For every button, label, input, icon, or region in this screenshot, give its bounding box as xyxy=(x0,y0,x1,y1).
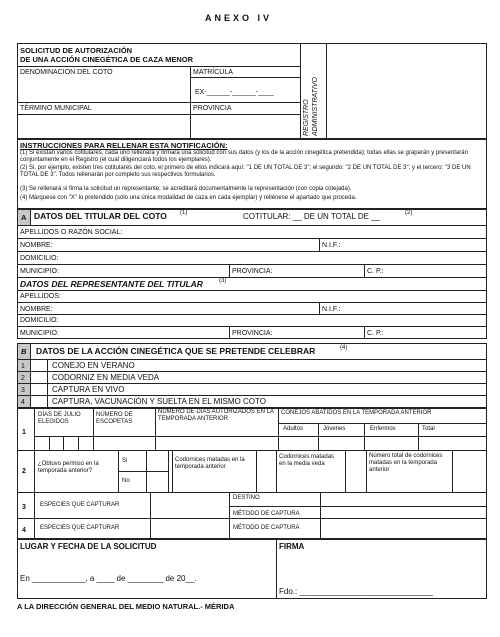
conejos-abatidos-label: CONEJOS ABATIDOS EN LA TEMPORADA ANTERIOR xyxy=(281,410,432,416)
cp-label: C. P.: xyxy=(367,268,384,275)
option-4-num: 4 xyxy=(21,399,25,406)
rep-apellidos-label: APELLIDOS: xyxy=(20,293,61,300)
rep-provincia-label: PROVINCIA: xyxy=(232,330,273,337)
option-2-num: 2 xyxy=(21,375,25,382)
metodo-captura-4: MÉTODO DE CAPTURA xyxy=(233,525,300,531)
nif-label: N.I.F.: xyxy=(322,242,341,249)
cotitular-field[interactable]: COTITULAR: __ DE UN TOTAL DE __ xyxy=(243,212,381,221)
provincia-label: PROVINCIA xyxy=(193,105,232,112)
option-2-label: CODORNIZ EN MEDIA VEDA xyxy=(52,373,160,382)
denominacion-label: DENOMINACION DEL COTO xyxy=(20,69,113,76)
rep-nif-label: N.I.F.: xyxy=(322,306,341,313)
total-label: Total xyxy=(422,426,435,432)
enfermos-label: Enfermos xyxy=(370,426,396,432)
termino-label: TÉRMINO MUNICIPAL xyxy=(20,105,92,112)
option-3-num: 3 xyxy=(21,387,25,394)
section-a-title: DATOS DEL TITULAR DEL COTO xyxy=(34,211,167,221)
apellidos-razon-label: APELLIDOS O RAZÓN SOCIAL: xyxy=(20,229,123,236)
row2-num: 2 xyxy=(22,468,26,475)
obtuvo-permiso-label: ¿Obtuvo permiso en la temporada anterior? xyxy=(38,461,99,474)
registro-vertical-label: REGISTRO ADMINISTRATIVO xyxy=(303,77,319,136)
si-label: Si xyxy=(122,458,128,464)
form-title-line1: SOLICITUD DE AUTORIZACIÓN xyxy=(20,46,133,55)
instruction-note-4: (4) Márquese con "X" lo pretendido (sólo una única modalidad de caza en cada ejemplar) y rellénese el apartado que proceda. xyxy=(20,195,357,201)
representante-title: DATOS DEL REPRESENTANTE DEL TITULAR xyxy=(20,279,203,289)
row1-num: 1 xyxy=(22,429,26,436)
si-checkbox[interactable] xyxy=(147,451,169,470)
dias-julio-label: DÍAS DE JULIO ELEGIDOS xyxy=(38,412,81,425)
option-2-checkbox[interactable] xyxy=(31,372,46,383)
codornices-media-veda-label: Codornices matadas en la media veda xyxy=(279,454,335,467)
annex-title: ANEXO IV xyxy=(205,13,273,23)
rep-nombre-label: NOMBRE: xyxy=(20,306,53,313)
numero-escopetas-label: NÚMERO DE ESCOPETAS xyxy=(96,412,133,425)
municipio-label: MUNICIPIO: xyxy=(20,268,59,275)
instruction-note-2: (2) Si, por ejemplo, existen tres cotitulares del coto, el primero de ellos indicará aquí: "1 DE UN TOTAL DE 3"; el segundo: "2 DE UN TOTAL DE 3"; y el tercero: "3 DE UN TOTAL DE 3". Todos rellenarán por completo sus respectivos formularios. xyxy=(20,165,471,178)
provincia-a-label: PROVINCIA: xyxy=(232,268,273,275)
option-1-num: 1 xyxy=(21,363,25,370)
row4-num: 4 xyxy=(22,527,26,534)
instruction-note-1: (1) Si existan varios cotitulares, cada uno rellenará y firmará una solicitud con sus datos (y los de la acción cinegética pretendida); todas ellas se graparán y presentarán conjuntamente en el Registro (el cual diligenciará todos los ejemplares). xyxy=(20,150,468,163)
especies-capturar-3: ESPECIES QUE CAPTURAR xyxy=(40,502,120,508)
option-3-checkbox[interactable] xyxy=(31,384,46,395)
lugar-fecha-label: LUGAR Y FECHA DE LA SOLICITUD xyxy=(20,542,157,551)
metodo-captura-3: MÉTODO DE CAPTURA xyxy=(233,511,300,517)
row3-num: 3 xyxy=(22,504,26,511)
option-1-checkbox[interactable] xyxy=(31,360,46,371)
nombre-label: NOMBRE: xyxy=(20,242,53,249)
section-b-letter: B xyxy=(21,347,27,356)
date-line-field[interactable]: En ____________, a ____ de ________ de 20__. xyxy=(20,574,197,583)
direccion-general: A LA DIRECCIÓN GENERAL DEL MEDIO NATURAL.- MÉRIDA xyxy=(17,602,235,611)
option-4-label: CAPTURA, VACUNACIÓN Y SUELTA EN EL MISMO COTO xyxy=(52,397,266,406)
rep-municipio-label: MUNICIPIO: xyxy=(20,330,59,337)
no-checkbox[interactable] xyxy=(147,472,169,491)
fdo-field[interactable]: Fdo.: ______________________________ xyxy=(279,587,433,596)
no-label: No xyxy=(122,478,130,484)
matricula-label: MATRÍCULA xyxy=(193,69,233,76)
instructions-heading: INSTRUCCIONES PARA RELLENAR ESTA NOTIFICACIÓN: xyxy=(20,141,228,150)
matricula-value[interactable]: EX-______-______-____ xyxy=(195,89,274,96)
section-a-letter: A xyxy=(21,213,27,222)
jovenes-label: Jóvenes xyxy=(323,426,346,432)
adultos-label: Adultos xyxy=(283,426,304,432)
section-b-title: DATOS DE LA ACCIÓN CINEGÉTICA QUE SE PRETENDE CELEBRAR xyxy=(36,346,316,356)
form-title-line2: DE UNA ACCIÓN CINEGÉTICA DE CAZA MENOR xyxy=(20,55,194,64)
numero-dias-label: NÚMERO DE DÍAS AUTORIZADOS EN LA TEMPORADA ANTERIOR xyxy=(158,409,274,422)
destino-label: DESTINO xyxy=(233,495,260,501)
domicilio-label: DOMICILIO: xyxy=(20,255,59,262)
especies-capturar-4: ESPECIES QUE CAPTURAR xyxy=(40,525,120,531)
option-1-label: CONEJO EN VERANO xyxy=(52,361,135,370)
option-3-label: CAPTURA EN VIVO xyxy=(52,385,125,394)
firma-label: FIRMA xyxy=(279,542,305,551)
numero-total-codornices-label: Número total de codornices matadas en la temporada anterior xyxy=(369,453,443,473)
rep-cp-label: C. P.: xyxy=(367,330,384,337)
instruction-note-3: (3) Se rellenará si firma la solicitud un representante; se acreditará documentalmente la representación (con copia cotejada). xyxy=(20,186,352,192)
codornices-temporada-label: Codornices matadas en la temporada anterior xyxy=(175,457,245,470)
option-4-checkbox[interactable] xyxy=(31,396,46,407)
rep-domicilio-label: DOMICILIO: xyxy=(20,317,59,324)
